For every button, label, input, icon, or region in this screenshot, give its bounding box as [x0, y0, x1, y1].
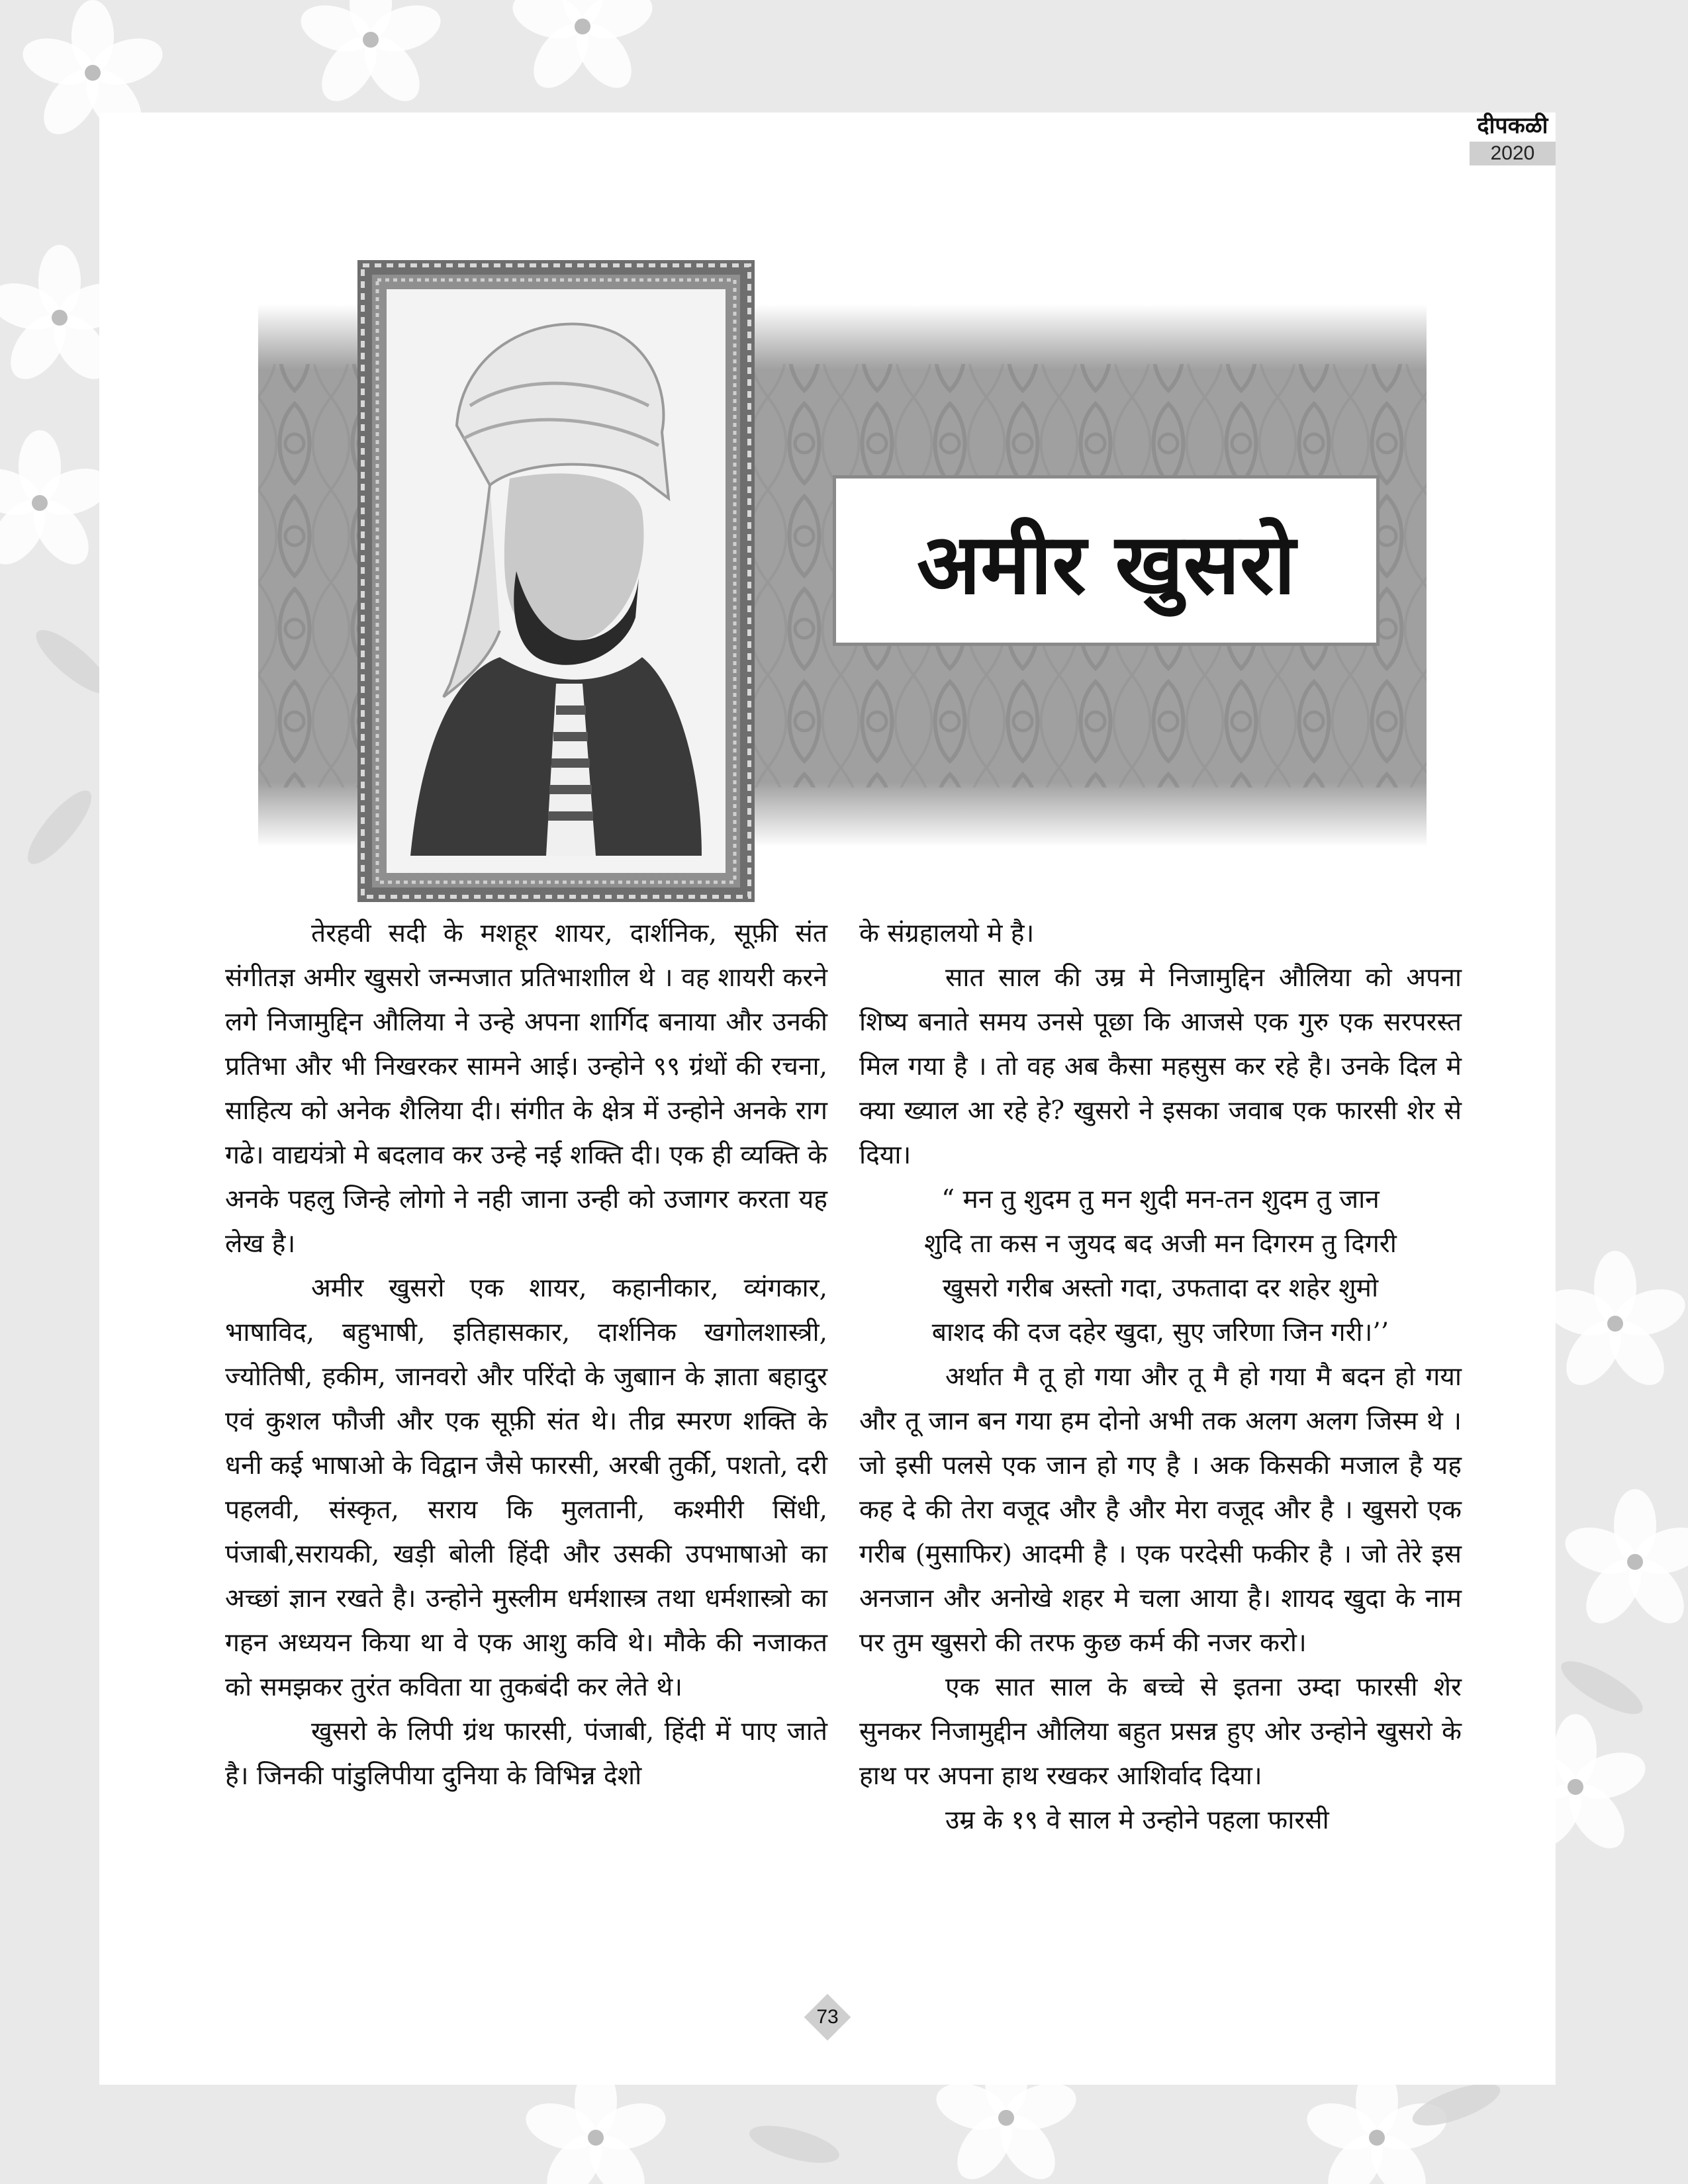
paragraph: तेरहवी सदी के मशहूर शायर, दार्शनिक, सूफ़ी संत संगीतज्ञ अमीर खुसरो जन्मजात प्रतिभाशाील थे । वह शायरी करने लगे निजामुद्दिन औलिया ने उन्हे अपना शार्गिद बनाया और उनकी प्रतिभा और भी निखरकर सामने आई। उन्होने ९९ ग्रंथों की रचना, साहित्य को अनेक शैलिया दी। संगीत के क्षेत्र में उन्होने अनके राग गढे। वाद्ययंत्रो मे बदलाव कर उन्हे नई शक्ति दी। एक ही व्यक्ति के अनके पहलु जिन्हे लोगो ने नही जाना उन्ही को उजागर करता यह लेख है।	[225, 919, 827, 1259]
page-number-text: 73	[816, 2006, 839, 2028]
magazine-name: दीपकळी	[1477, 113, 1548, 139]
verse-line: “ मन तु शुदम तु मन शुदी मन-तन शुदम तु जान	[941, 1185, 1380, 1214]
masthead	[1470, 113, 1556, 165]
verse-line: बाशद की दज दहेर खुदा, सुए जरिणा जिन गरी।’’	[931, 1318, 1389, 1347]
magazine-year: 2020	[1470, 142, 1556, 165]
paragraph: सात साल की उम्र मे निजामुद्दिन औलिया को अपना शिष्य बनाते समय उनसे पूछा कि आजसे एक गुरु एक सरपरस्त मिल गया है । तो वह अब कैसा महसुस कर रहे है। उनके दिल मे क्या ख्याल आ रहे हे? खुसरो ने इसका जवाब एक फारसी शेर से दिया।	[859, 963, 1462, 1170]
paragraph: खुसरो के लिपी ग्रंथ फारसी, पंजाबी, हिंदी में पाए जाते है। जिनकी पांडुलिपीया दुनिया के विभिन्न देशो	[225, 1717, 827, 1791]
persian-verse	[859, 1177, 1462, 1355]
title-box	[833, 475, 1380, 646]
right-column	[859, 911, 1462, 1843]
portrait-frame	[357, 260, 755, 902]
paragraph: एक सात साल के बच्चे से इतना उम्दा फारसी शेर सुनकर निजामुद्दीन औलिया बहुत प्रसन्न हुए ओर उन्होने खुसरो के हाथ पर अपना हाथ रखकर आशिर्वाद दिया।	[859, 1672, 1462, 1791]
page-number	[811, 2001, 844, 2034]
magazine-page	[99, 113, 1556, 2085]
paragraph: के संग्रहालयो मे है।	[859, 919, 1035, 948]
verse-line: शुदि ता कस न जुयद बद अजी मन दिगरम तु दिगरी	[924, 1229, 1397, 1259]
article-title: अमीर खुसरो	[916, 516, 1296, 613]
paragraph: अर्थात मै तू हो गया और तू मै हो गया मै बदन हो गया और तू जान बन गया हम दोनो अभी तक अलग अलग जिस्म थे । जो इसी पलसे एक जान हो गए है । अक किसकी मजाल है यह कह दे की तेरा वजूद और है और मेरा वजूद और है । खुसरो एक गरीब (मुसाफिर) आदमी है । एक परदेसी फकीर है । जो तेरे इस अनजान और अनोखे शहर मे चला आया है। शायद खुदा के नाम पर तुम खुसरो की तरफ कुछ कर्म की नजर करो।	[859, 1362, 1462, 1658]
paragraph: अमीर खुसरो एक शायर, कहानीकार, व्यंगकार, भाषाविद, बहुभाषी, इतिहासकार, दार्शनिक खगोलशास्त्री, ज्योतिषी, हकीम, जानवरो और परिंदो के जुबाान के ज्ञाता बहादुर एवं कुशल फौजी और एक सूफ़ी संत थे। तीव्र स्मरण शक्ति के धनी कई भाषाओ के विद्वान जैसे फारसी, अरबी तुर्की, पशतो, दरी पहलवी, संस्कृत, सराय कि मुलतानी, कश्मीरी सिंधी, पंजाबी,सरायकी, खड़ी बोली हिंदी और उसकी उपभाषाओ का अच्छां ज्ञान रखते है। उन्होने मुस्लीम धर्मशास्त्र तथा धर्मशास्त्रो का गहन अध्ययन किया था वे एक आशु कवि थे। मौके की नजाकत को समझकर तुरंत कविता या तुकबंदी कर लेते थे।	[225, 1273, 827, 1702]
left-column	[225, 911, 827, 1798]
verse-line: खुसरो गरीब अस्तो गदा, उफतादा दर शहेर शुमो	[942, 1273, 1379, 1303]
paragraph: उम्र के १९ वे साल मे उन्होने पहला फारसी	[945, 1805, 1329, 1835]
